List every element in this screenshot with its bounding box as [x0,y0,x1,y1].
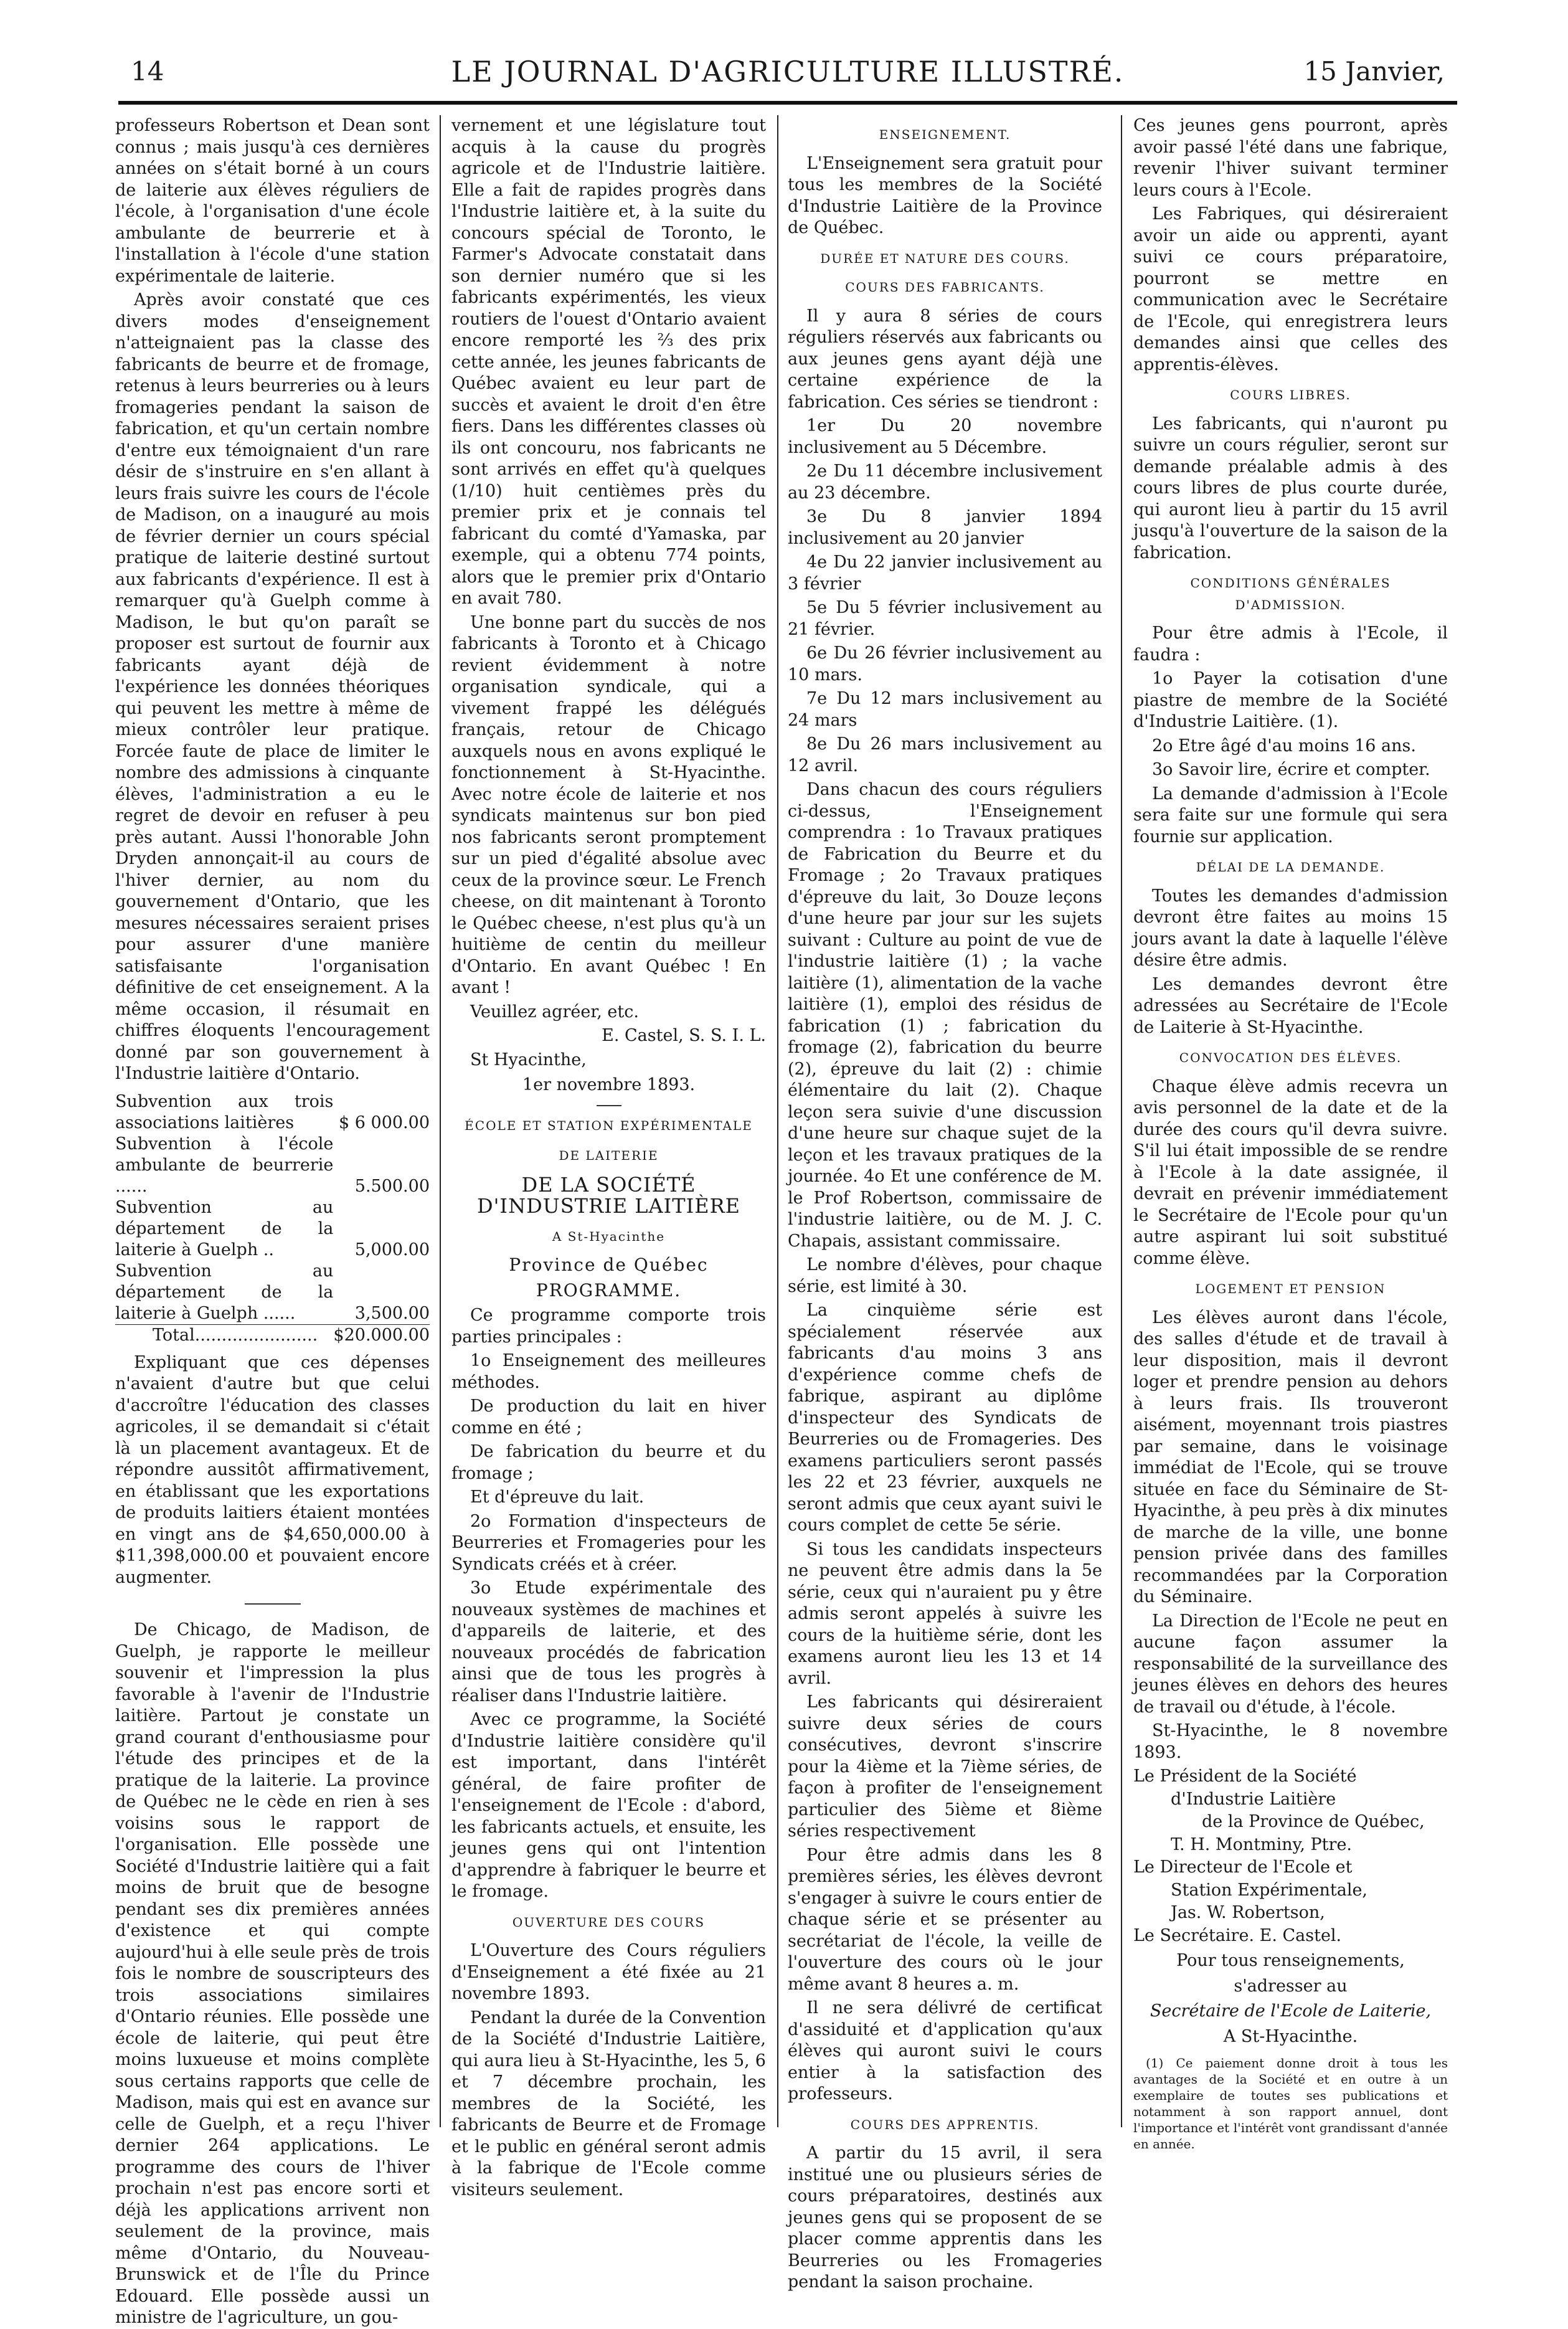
paragraph: Les fabricants qui désireraient suivre deux séries de cours consécutives, devront s'inscrire pour la 4ième et la 7ième séries, de façon à profiter de l'enseignement particulier des 5ième et 8ième séries respectivement [788,1692,1102,1841]
paragraph: Avec ce programme, la Société d'Industrie laitière considère qu'il est important, dans l'intérêt général, de faire profiter de l'enseignement de l'Ecole : d'abord, les fabricants actuels, et ensuite, les jeunes gens qui ont l'intention d'apprendre à fabriquer le beurre et le fromage. [451,1710,766,1901]
paragraph: Toutes les demandes d'admission devront être faites au moins 15 jours avant la date à laquelle l'élève désire être admis. [1133,886,1448,970]
table-row [115,1091,430,1134]
total-amount: $20.000.00 [333,1325,430,1345]
paragraph: Expliquant que ces dépenses n'avaient d'autre but que celui d'accroître l'éducation des classes agricoles, il se demandait si c'était là un placement avantageux. Et de répondre aussitôt affirmativement, en établissant que les exportations de produits laitiers étaient montées en vingt ans de $4,650,000.00 à $11,398,000.00 et pouvaient encore augmenter. [115,1352,430,1587]
paragraph: Veuillez agréer, etc. [470,1002,639,1022]
paragraph: Pendant la durée de la Convention de la Société d'Industrie Laitière, qui aura lieu à St-Hyacinthe, les 5, 6 et 7 décembre prochain, les membres de la Société, les fabricants de Beurre et de Fromage et le public en général seront admis à la fabrique de l'Ecole comme visiteurs seulement. [451,2008,766,2199]
series-item: 8e Du 26 mars inclusivement au 12 avril. [788,734,1102,776]
paragraph: Il ne sera délivré de certificat d'assiduité et d'application qu'aux élèves qui auront suivi le cours entier à la satisfaction des professeurs. [788,1998,1102,2104]
subsidy-label: Subvention aux trois associations laitières [115,1091,334,1132]
section-heading: LOGEMENT ET PENSION [1195,1281,1386,1296]
paragraph: La demande d'admission à l'Ecole sera faite sur une formule qui sera fournie sur application. [1133,784,1448,847]
paragraph: De production du lait en hiver comme en été ; [451,1397,766,1438]
paragraph: Chaque élève admis recevra un avis personnel de la date et de la durée des cours qu'il devra suivre. S'il lui était impossible de se rendre à l'Ecole à la date assignée, il devrait en prévenir immédiatement le Secrétaire de l'Ecole pour qu'un autre aspirant lui soit substitué comme élève. [1133,1076,1448,1268]
paragraph: Pour être admis dans les 8 premières séries, les élèves devront s'engager à suivre le cours entier de chaque série et se présenter au secrétariat de l'école, la veille de l'ouverture des cours où le jour même avant 8 heures a. m. [788,1845,1102,1994]
program-heading: DE LA SOCIÉTÉ D'INDUSTRIE LAITIÈRE [476,1172,741,1218]
table-row [115,1261,430,1325]
paragraph: Après avoir constaté que ces divers modes d'enseignement n'atteignaient pas la classe des fabricants de beurre et de fromage, retenus à leurs beurreries ou à leurs fromageries pendant la saison de fabrication, et qu'un certain nombre d'entre eux témoignaient d'un rare désir de s'instruire en s'en allant à leurs frais suivre les cours de l'école de Madison, on a inauguré au mois de février dernier un cours spécial pratique de laiterie destiné surtout aux fabricants d'expérience. Il est à remarquer qu'à Guelph comme à Madison, le but qu'on paraît se proposer est surtout de fournir aux fabricants ayant déjà de l'expérience les données théoriques qui peuvent les mettre à même de mieux contrôler leur pratique. Forcée faute de place de limiter le nombre des admissions à cinquante élèves, l'administration a eu le regret de devoir en refuser à peu près autant. Aussi l'honorable John Dryden annonçait-il au cours de l'hiver dernier, au nom du gouvernement d'Ontario, que les mesures nécessaires seraient prises pour assurer d'une manière satisfaisante l'organisation définitive de cet enseignement. A la même occasion, il résumait en chiffres éloquents l'encouragement donné par son gouvernement à l'Industrie laitière d'Ontario. [115,290,430,1083]
signature-line: Station Expérimentale, [1171,1880,1368,1900]
program-heading: DE LAITERIE [559,1148,659,1163]
paragraph: Le nombre d'élèves, pour chaque série, est limité à 30. [788,1255,1102,1296]
subsidy-amount: 5.500.00 [354,1176,430,1196]
paragraph: Pour être admis à l'Ecole, il faudra : [1133,624,1448,665]
subsidy-label: Subvention au département de la laiterie à Guelph .. [115,1197,334,1259]
paragraph: Si tous les candidats inspecteurs ne peuvent être admis dans la 5e série, ceux qui n'auraient pu y être admis seront appelés à suivre les cours de la huitième série, dont les examens auront lieu les 13 et 14 avril. [788,1539,1102,1688]
series-item: 2e Du 11 décembre inclusivement au 23 décembre. [788,462,1102,503]
paragraph: Il y aura 8 séries de cours réguliers réservés aux fabricants ou aux jeunes gens ayant déjà une certaine expérience de la fabrication. Ces séries se tiendront : [788,306,1102,412]
contact-line: s'adresser au [1234,1976,1348,1996]
series-item: 6e Du 26 février inclusivement au 10 mars. [788,643,1102,685]
total-label: Total....................... [115,1324,333,1346]
paragraph: Et d'épreuve du lait. [470,1487,645,1507]
column-2 [451,115,766,2199]
series-item: 7e Du 12 mars inclusivement au 24 mars [788,689,1102,730]
dateline-place: St Hyacinthe, [470,1050,587,1070]
subsidy-amount: $ 6 000.00 [339,1112,430,1132]
total-row [115,1324,430,1346]
program-title: PROGRAMME. [536,1279,682,1301]
table-row [115,1197,430,1261]
section-heading: COURS DES FABRICANTS. [845,280,1045,295]
signature-name: T. H. Montminy, Ptre. [1171,1834,1353,1854]
subsidy-amount: 5,000.00 [354,1240,430,1259]
paragraph: Les Fabriques, qui désireraient avoir un aide ou apprenti, ayant suivi ce cours préparatoire, pourront se mettre en communication avec le Secrétaire de l'Ecole, qui enregistrera leurs demandes ainsi que celles des apprentis-élèves. [1133,204,1448,374]
section-heading: COURS LIBRES. [1230,387,1351,402]
signature-line: Le Directeur de l'Ecole et [1133,1857,1353,1877]
signature-line: d'Industrie Laitière [1171,1789,1336,1809]
subsidy-table [115,1091,430,1346]
journal-title: LE JOURNAL D'AGRICULTURE ILLUSTRÉ. [451,55,1125,88]
paragraph: L'Enseignement sera gratuit pour tous les membres de la Société d'Industrie Laitière de la Province de Québec. [788,153,1102,237]
paragraph: 1o Payer la cotisation d'une piastre de membre de la Société d'Industrie Laitière. (1). [1133,669,1448,731]
footnote: (1) Ce paiement donne droit à tous les avantages de la Société et en outre à un exemplaire de toutes ses publications et notamment à son rapport annuel, dont l'importance et l'intérêt vont grandissant d'année en année. [1133,2056,1448,2151]
page-header [118,50,1457,100]
subsidy-label: Subvention au département de la laiterie à Guelph ...... [115,1261,334,1323]
signature-line: de la Province de Québec, [1202,1812,1425,1831]
section-heading: OUVERTURE DES COURS [512,1914,706,1930]
column-4 [1133,115,1448,2151]
contact-line: Secrétaire de l'Ecole de Laiterie, [1150,2001,1432,2021]
paragraph: vernement et une législature tout acquis à la cause du progrès agricole et de l'Industrie laitière. Elle a fait de rapides progrès dans l'Industrie laitière et, à la suite du concours spécial de Toronto, le Farmer's Advocate constatait dans son dernier numéro que si les fabricants expérimentés, les vieux routiers de l'ouest d'Ontario avaient encore remporté les ⅔ des prix cette année, les jeunes fabricants de Québec avaient eu leur part de succès et avaient le droit d'en être fiers. Dans les différentes classes où ils ont concouru, nos fabricants ne sont arrivés en effet qu'à quelques (1/10) huit centièmes près du premier prix et je connais tel fabricant du comté d'Yamaska, par exemple, qui a obtenu 774 points, alors que le premier prix d'Ontario en avait 780. [451,116,766,608]
page-number: 14 [131,56,164,87]
program-heading: A St-Hyacinthe [552,1228,666,1244]
dateline: St-Hyacinthe, le 8 novembre 1893. [1133,1721,1448,1762]
paragraph: De fabrication du beurre et du fromage ; [451,1442,766,1483]
section-heading: DÉLAI DE LA DEMANDE. [1196,860,1386,875]
issue-date: 15 Janvier, [1303,56,1445,87]
column-1 [115,115,430,2327]
paragraph: A partir du 15 avril, il sera institué une ou plusieurs séries de cours préparatoires, destinés aux jeunes gens qui se proposent de se placer comme apprentis dans les Beurreries ou les Fromageries pendant la saison prochaine. [788,2143,1102,2292]
separator [245,1603,301,1605]
paragraph: Ce programme comporte trois parties principales : [451,1306,766,1347]
series-item: 1er Du 20 novembre inclusivement au 5 Décembre. [788,416,1102,457]
section-heading: CONVOCATION DES ÉLÈVES. [1179,1050,1402,1065]
paragraph: Dans chacun des cours réguliers ci-dessus, l'Enseignement comprendra : 1o Travaux pratiques de Fabrication du Beurre et du Fromage ; 2o Travaux pratiques d'épreuve du lait, 3o Douze leçons d'une heure par jour sur les sujets suivant : Culture au point de vue de l'industrie laitière (1) ; la vache laitière (1), alimentation de la vache laitière (1), emploi des résidus de fabrication (1) ; fabrication du fromage (2), fabrication du beurre (2), épreuve du lait (2) : chimie élémentaire du lait (2). Chaque leçon sera suivie d'une discussion d'une heure sur chaque sujet de la leçon et les travaux pratiques de la journée. 4o Et une conférence de M. le Prof Robertson, commissaire de l'industrie laitière, ou de M. J. C. Chapais, assistant commissaire. [788,780,1102,1251]
paragraph: Une bonne part du succès de nos fabricants à Toronto et à Chicago revient évidemment à notre organisation syndicale, qui a vivement frappé les délégués français, retour de Chicago auxquels nous en avons expliqué le fonctionnement à St-Hyacinthe. Avec notre école de laiterie et nos syndicats maintenus sur bon pied nos fabricants seront promptement sur un pied d'égalité absolue avec ceux de la province sœur. Le French cheese, on dit maintenant à Toronto le Québec cheese, n'est plus qu'à un huitième de centin du meilleur d'Ontario. En avant Québec ! En avant ! [451,612,766,997]
column-divider [1121,115,1122,2127]
paragraph: Les demandes devront être adressées au Secrétaire de l'Ecole de Laiterie à St-Hyacinthe. [1133,974,1448,1037]
column-3 [788,115,1102,2292]
section-heading: COURS DES APPRENTIS. [850,2117,1040,2132]
signature-name: Jas. W. Robertson, [1171,1903,1325,1922]
separator [597,1105,621,1106]
series-item: 3e Du 8 janvier 1894 inclusivement au 20 janvier [788,507,1102,548]
program-heading: ÉCOLE ET STATION EXPÉRIMENTALE [465,1117,753,1133]
paragraph: Les élèves auront dans l'école, des salles d'étude et de travail à leur disposition, mais il devront loger et prendre pension au dehors à leurs frais. Ils trouveront aisément, moyennant trois piastres par semaine, dans le voisinage immédiat de l'Ecole, qui se trouve située en face du Séminaire de St-Hyacinthe, à peu près à dix minutes de marche de la ville, une bonne pension privée dans des familles recommandées par la Corporation du Séminaire. [1133,1307,1448,1606]
paragraph: L'Ouverture des Cours réguliers d'Enseignement a été fixée au 21 novembre 1893. [451,1941,766,2003]
section-heading: ENSEIGNEMENT. [879,127,1011,142]
paragraph: professeurs Robertson et Dean sont connus ; mais jusqu'à ces dernières années on s'était borné à un cours de laiterie aux élèves réguliers de l'école, à l'organisation d'une école ambulante de beurrerie et à l'installation à l'école d'une station expérimentale de laiterie. [115,116,430,286]
signature-line: Le Président de la Société [1133,1767,1357,1786]
header-rule [118,101,1457,105]
paragraph: Ces jeunes gens pourront, après avoir passé l'été dans une fabrique, revenir l'hiver suivant terminer leurs cours à l'Ecole. [1133,116,1448,200]
section-heading: DURÉE ET NATURE DES COURS. [820,250,1070,266]
series-item: 4e Du 22 janvier inclusivement au 3 février [788,553,1102,594]
paragraph: 2o Formation d'inspecteurs de Beurreries et Fromageries pour les Syndicats créés et à créer. [451,1511,766,1574]
table-row [115,1134,430,1197]
series-item: 5e Du 5 février inclusivement au 21 février. [788,598,1102,639]
contact-line: A St-Hyacinthe. [1223,2026,1358,2046]
subsidy-amount: 3,500.00 [354,1303,430,1323]
contact-line: Pour tous renseignements, [1176,1951,1405,1970]
paragraph: 3o Etude expérimentale des nouveaux systèmes de machines et d'appareils de laiterie, et des nouveaux procédés de fabrication ainsi que de tous les progrès à réaliser dans l'Industrie laitière. [451,1578,766,1705]
section-heading: CONDITIONS GÉNÉRALES D'ADMISSION. [1190,576,1391,612]
dateline-date: 1er novembre 1893. [522,1075,696,1094]
program-heading: Province de Québec [509,1255,709,1275]
paragraph: La cinquième série est spécialement réservée aux fabricants d'au moins 3 ans d'expérience comme chefs de fabrique, aspirant au diplôme d'inspecteur des Syndicats de Beurreries ou de Fromageries. Des examens particuliers seront passés les 22 et 23 février, auxquels ne seront admis que ceux ayant suivi le cours complet de cette 5e série. [788,1301,1102,1535]
paragraph: La Direction de l'Ecole ne peut en aucune façon assumer la responsabilité de la surveillance des jeunes élèves en dehors des heures de travail ou d'étude, à l'école. [1133,1611,1448,1717]
column-divider [777,115,778,2127]
paragraph: De Chicago, de Madison, de Guelph, je rapporte le meilleur souvenir et l'impression la plus favorable à l'avenir de l'Industrie laitière. Partout je constate un grand courant d'enthousiasme pour l'étude des principes et de la pratique de la laiterie. La province de Québec ne le cède en rien à ses voisins sous le rapport de l'organisation. Elle possède une Société d'Industrie laitière qui a fait moins de bruit que de besogne pendant ses dix premières années d'existence et qui compte aujourd'hui à elle seule près de trois fois le nombre de souscripteurs des trois associations similaires d'Ontario réunies. Elle possède une école de laiterie, qui peut être moins luxueuse et moins complète sous certains rapports que celle de Madison, mais qui est en avance sur celle de Guelph, et a reçu l'hiver dernier 264 applications. Le programme des cours de l'hiver prochain n'est pas encore sorti et déjà les applications arrivent non seulement de la province, mais même d'Ontario, du Nouveau-Brunswick et de l'Île du Prince Edouard. Elle possède aussi un ministre de l'agriculture, un gou- [115,1620,430,2327]
signature-line: Le Secrétaire. E. Castel. [1133,1925,1342,1945]
subsidy-label: Subvention à l'école ambulante de beurrerie ...... [115,1134,334,1196]
column-divider [440,115,441,2127]
paragraph: 1o Enseignement des meilleures méthodes. [451,1351,766,1392]
signature: E. Castel, S. S. I. L. [602,1026,766,1045]
paragraph: 3o Savoir lire, écrire et compter. [1152,760,1430,779]
paragraph: Les fabricants, qui n'auront pu suivre un cours régulier, seront sur demande préalable admis à des cours libres de plus courte durée, qui auront lieu à partir du 15 avril jusqu'à l'ouverture de la saison de la fabrication. [1133,414,1448,562]
paragraph: 2o Etre âgé d'au moins 16 ans. [1152,736,1416,756]
